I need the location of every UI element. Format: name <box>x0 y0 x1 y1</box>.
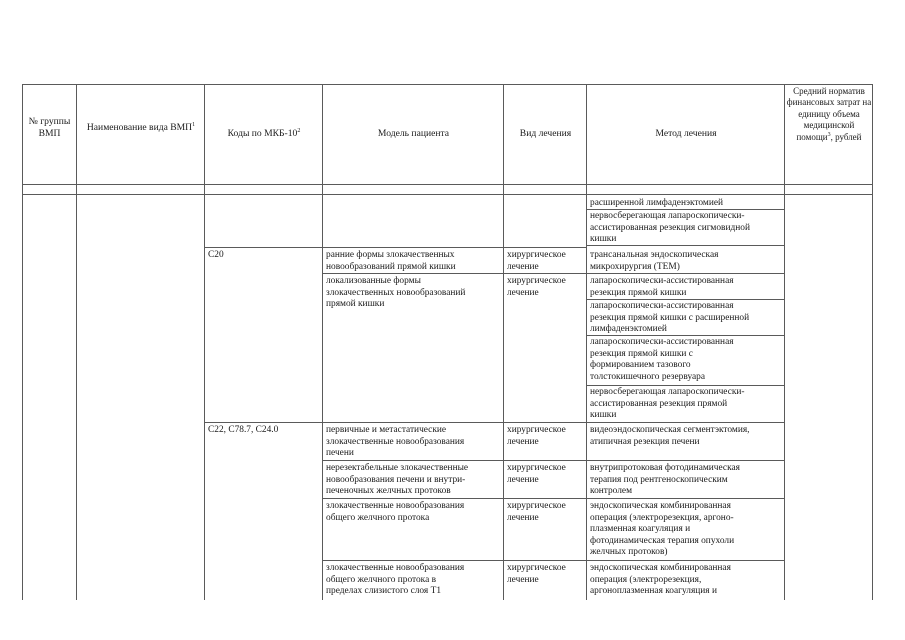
patient-model-cell: локализованные формы злокачественных новообразований прямой кишки <box>326 276 466 309</box>
row-rule <box>322 460 784 461</box>
method-cell: видеоэндоскопическая сегментэктомия, атипичная резекция печени <box>590 425 750 447</box>
method-cell: трансанальная эндоскопическая микрохирургия (TEM) <box>590 250 719 272</box>
header-group-number: № группы ВМП <box>28 116 71 139</box>
treatment-type-cell: хирургическое лечение <box>507 276 566 298</box>
patient-model-cell: ранние формы злокачественных новообразований прямой кишки <box>326 250 456 272</box>
header-icd-codes: Коды по МКБ-$10^2$ <box>227 127 301 139</box>
header-rule <box>22 184 873 185</box>
row-rule <box>322 273 586 274</box>
method-cell: нервосберегающая лапароскопически- ассистированная резекция прямой кишки <box>590 387 745 420</box>
patient-model-cell: нерезектабельные злокачественные новообразования печени и внутри- печеночных желчных протоков <box>326 463 469 496</box>
table-border-top <box>22 84 873 85</box>
row-rule <box>322 498 784 499</box>
method-cell: лапароскопически-ассистированная резекция прямой кишки с расширенной лимфаденэктомией <box>590 301 750 334</box>
row-rule <box>586 273 784 274</box>
row-rule <box>204 247 586 248</box>
treatment-type-cell: хирургическое лечение <box>507 250 566 272</box>
treatment-type-cell: хирургическое лечение <box>507 425 566 447</box>
method-cell: лапароскопически-ассистированная резекция прямой кишки с формированием тазового толстокишечного резервуара <box>590 337 734 382</box>
column-rule <box>503 84 504 600</box>
icd-code-cell: C22, C78.7, C24.0 <box>208 425 279 435</box>
method-cell: эндоскопическая комбинированная операция (электрорезекция, аргоно- плазменная коагуляция и фотодинамическая терапия опухоли желчных протоков) <box>590 501 735 557</box>
method-cell: расширенной лимфаденэктомией <box>590 198 724 208</box>
header-treatment-type: Вид лечения <box>519 128 572 139</box>
patient-model-cell: первичные и метастатические злокачественные новообразования печени <box>326 425 465 458</box>
vmp-table <box>22 84 873 600</box>
row-rule <box>322 560 784 561</box>
header-average-cost: Средний норматив финансовых затрат на единицу объема медицинской помощи$^3$, рублей <box>786 86 872 142</box>
icd-code-cell: C20 <box>208 250 224 260</box>
row-rule <box>586 299 784 300</box>
column-rule <box>322 84 323 600</box>
column-rule <box>76 84 77 600</box>
header-treatment-method: Метод лечения <box>655 128 717 139</box>
method-cell: внутрипротоковая фотодинамическая терапия под рентгеноскопическим контролем <box>590 463 740 496</box>
column-rule <box>872 84 873 600</box>
row-rule <box>586 385 784 386</box>
column-rule <box>204 84 205 600</box>
header-patient-model: Модель пациента <box>377 128 450 139</box>
row-rule <box>204 422 784 423</box>
treatment-type-cell: хирургическое лечение <box>507 501 566 523</box>
treatment-type-cell: хирургическое лечение <box>507 463 566 485</box>
column-rule <box>22 84 23 600</box>
method-cell: лапароскопически-ассистированная резекция прямой кишки <box>590 276 734 298</box>
header-vmp-name: Наименование вида ВМП$^1$ <box>86 121 196 133</box>
method-cell: нервосберегающая лапароскопически- ассистированная резекция сигмовидной кишки <box>590 211 750 244</box>
column-rule <box>784 84 785 600</box>
numbering-row-rule <box>22 194 873 195</box>
method-cell: эндоскопическая комбинированная операция (электрорезекция, аргоноплазменная коагуляция и <box>590 563 731 596</box>
patient-model-cell: злокачественные новообразования общего желчного протока в пределах слизистого слоя T1 <box>326 563 465 596</box>
column-rule <box>586 84 587 600</box>
treatment-type-cell: хирургическое лечение <box>507 563 566 585</box>
patient-model-cell: злокачественные новообразования общего желчного протока <box>326 501 465 523</box>
